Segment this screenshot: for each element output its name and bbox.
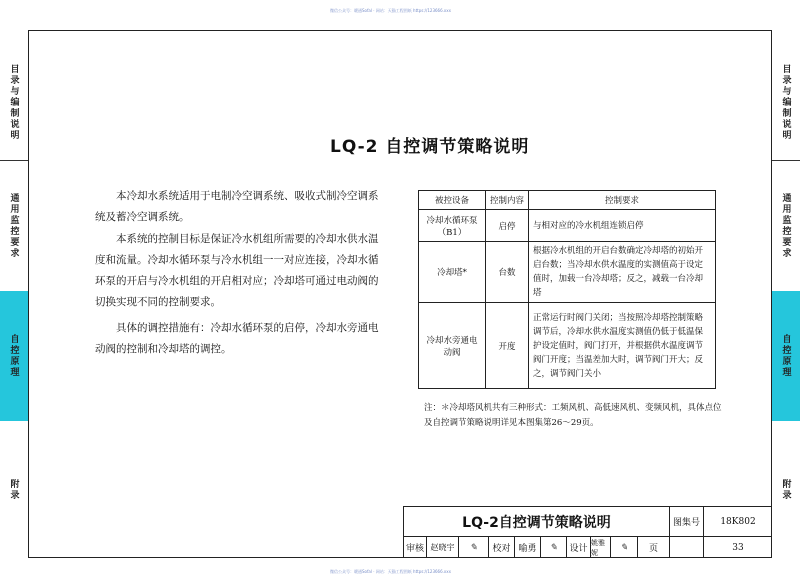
header-requirement: 控制要求 (529, 191, 716, 210)
cell-content: 启停 (486, 210, 529, 242)
designer-signature: ✎ (620, 542, 628, 553)
designer-name: 姚雅妮 (591, 538, 605, 557)
left-tab-general[interactable] (0, 161, 28, 291)
review-label: 审核 (405, 544, 424, 554)
cell-requirement: 根据冷水机组的开启台数确定冷却塔的初始开启台数；当冷却水供水温度的实测值高于设定值时，加载一台冷却塔；反之，减载一台冷却塔 (529, 242, 716, 303)
checker-name: 喻勇 (518, 544, 537, 554)
left-tab-appendix[interactable] (0, 421, 28, 558)
table-row (419, 242, 716, 303)
control-table (418, 190, 716, 389)
cell-device: 冷却水循环泵（B1） (419, 210, 486, 242)
right-tab-principle[interactable] (772, 291, 800, 421)
left-tab-label: 通用监控要求 (8, 193, 19, 259)
table-note: 注：＊冷却塔风机共有三种形式：工频风机、高低速风机、变频风机，具体点位及自控调节策略说明详见本图集第26～29页。 (424, 403, 722, 428)
right-tab-contents[interactable] (772, 45, 800, 160)
atlas-label: 图集号 (672, 518, 700, 528)
cell-content: 台数 (486, 242, 529, 303)
reviewer-signature: ✎ (469, 542, 478, 553)
watermark-bottom: 微信公众号：暖通Sofal · 网站：天猫工程图纸 https://123666.xxx (330, 569, 452, 574)
cell-content: 开度 (486, 303, 529, 389)
cell-requirement: 正常运行时阀门关闭；当按照冷却塔控制策略调节后，冷却水供水温度实测值仍低于低温保护设定值时，阀门打开，并根据供水温度调节阀门开度；当温差加大时，调节阀门开大；反之，调节阀门关小 (529, 303, 716, 389)
checker-signature: ✎ (549, 542, 558, 553)
left-tab-label: 目录与编制说明 (8, 64, 19, 141)
paragraph-measures: 具体的调控措施有：冷却水循环泵的启停，冷却水旁通电动阀的控制和冷却塔的调控。 (95, 322, 379, 355)
design-label: 设计 (569, 544, 588, 554)
drawing-title: LQ-2自控调节策略说明 (462, 514, 611, 531)
check-label: 校对 (492, 544, 511, 554)
header-device: 被控设备 (419, 191, 486, 210)
left-tab-contents[interactable] (0, 45, 28, 160)
left-tab-label: 附录 (8, 478, 19, 501)
page-number: 33 (732, 542, 744, 553)
right-tab-general[interactable] (772, 161, 800, 291)
reviewer-name: 赵晓宇 (430, 543, 455, 552)
right-tab-label: 目录与编制说明 (780, 64, 791, 141)
left-tab-principle[interactable] (0, 291, 28, 421)
right-tab-label: 自控原理 (780, 334, 791, 378)
paragraph-goal: 本系统的控制目标是保证冷水机组所需要的冷却水供水温度和流量。冷却水循环泵与冷水机组一一对应连接，冷却水循环泵的开启与冷水机组的开启相对应；冷却塔可通过电动阀的切换实现不同的控制要求。 (95, 233, 379, 308)
left-tab-label: 自控原理 (8, 334, 19, 378)
watermark-top: 微信公众号：暖通Sofal · 网站：天猫工程图纸 https://123666.xxx (330, 8, 452, 13)
right-tab-label: 附录 (780, 478, 791, 501)
right-tab-label: 通用监控要求 (780, 193, 791, 259)
cell-requirement: 与相对应的冷水机组连锁启停 (529, 210, 716, 242)
page-title: LQ-2 自控调节策略说明 (330, 137, 530, 157)
cell-device: 冷却水旁通电动阀 (419, 303, 486, 389)
cell-device: 冷却塔* (419, 242, 486, 303)
right-tab-appendix[interactable] (772, 421, 800, 558)
page-label: 页 (648, 544, 658, 554)
atlas-number: 18K802 (720, 516, 756, 527)
table-row (419, 210, 716, 242)
paragraph-intro: 本冷却水系统适用于电制冷空调系统、吸收式制冷空调系统及蓄冷空调系统。 (95, 190, 379, 223)
table-header-row (419, 191, 716, 210)
header-content: 控制内容 (486, 191, 529, 210)
table-row (419, 303, 716, 389)
